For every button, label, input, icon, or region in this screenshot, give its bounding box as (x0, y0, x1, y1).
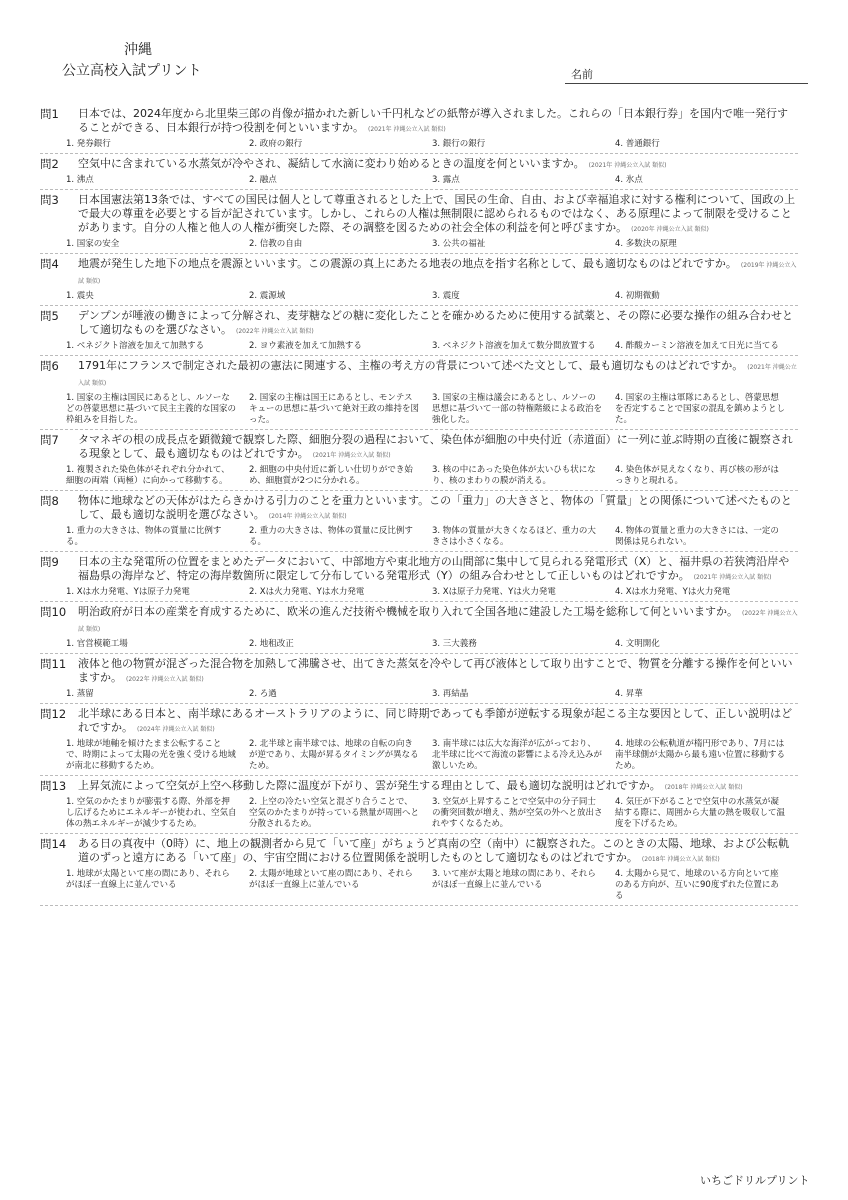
question-source: (2019年 沖縄公立入試 類似) (78, 262, 797, 285)
question-number: 問3 (40, 193, 59, 207)
answer-choice[interactable]: 3. 三大義務 (432, 639, 477, 649)
answer-choice[interactable]: 3. ベネジクト溶液を加えて数分間放置する (432, 341, 596, 351)
question-block (40, 356, 798, 430)
answer-choice[interactable]: 2. Xは火力発電、Yは水力発電 (249, 587, 365, 597)
answer-choice[interactable]: 2. 融点 (249, 175, 277, 185)
answer-choice[interactable]: 4. 初期微動 (615, 291, 660, 301)
question-text: 物体に地球などの天体がはたらきかける引力のことを重力といいます。この「重力」の大きさと、物体の「質量」との関係について述べたものとして、最も適切な説明を選びなさい。 (78, 494, 792, 521)
answer-choice[interactable]: 4. 普通銀行 (615, 139, 660, 149)
question-text-block (78, 837, 798, 867)
answer-choice[interactable]: 4. 昇華 (615, 689, 643, 699)
question-source: (2024年 沖縄公立入試 類似) (137, 726, 215, 733)
answer-choice[interactable]: 4. 文明開化 (615, 639, 660, 649)
question-number: 問8 (40, 494, 59, 508)
page-header (0, 0, 848, 100)
question-number: 問4 (40, 257, 59, 271)
choice-list (66, 341, 798, 352)
answer-choice[interactable]: 4. 酢酸カーミン溶液を加えて日光に当てる (615, 341, 779, 351)
choice-list (66, 639, 798, 650)
answer-choice[interactable]: 1. 重力の大きさは、物体の質量に比例する。 (66, 526, 222, 547)
question-text-block (78, 555, 798, 585)
answer-choice[interactable]: 3. Xは原子力発電、Yは火力発電 (432, 587, 556, 597)
question-source: (2021年 沖縄公立入試 類似) (588, 162, 667, 169)
question-source: (2022年 沖縄公立入試 類似) (78, 610, 798, 633)
question-text: 上昇気流によって空気が上空へ移動した際に温度が下がり、雲が発生する理由として、最も適切な説明はどれですか。 (78, 779, 661, 792)
choice-list (66, 797, 798, 830)
question-source: (2018年 沖縄公立入試 類似) (664, 784, 743, 791)
question-text: 地震が発生した地下の地点を震源といいます。この震源の真上にあたる地表の地点を指す名称として、最も適切なものはどれですか。 (78, 257, 737, 270)
answer-choice[interactable]: 1. 蒸留 (66, 689, 94, 699)
question-list (40, 104, 798, 906)
choice-list (66, 689, 798, 700)
question-source: (2014年 沖縄公立入試 類似) (268, 513, 347, 520)
answer-choice[interactable]: 1. 地球が太陽といて座の間にあり、それらがほぼ一直線上に並んでいる (66, 869, 230, 890)
answer-choice[interactable]: 2. ヨウ素液を加えて加熱する (249, 341, 362, 351)
answer-choice[interactable]: 3. 空気が上昇することで空気中の分子同士の衝突回数が増え、熱が空気の外へと放出されやすくなるため。 (432, 797, 603, 829)
answer-choice[interactable]: 4. 国家の主権は軍隊にあるとし、啓蒙思想を否定することで国家の混乱を鎮めようとした。 (615, 393, 786, 425)
question-text-block (78, 157, 798, 173)
question-block (40, 834, 798, 906)
question-text: デンプンが唾液の働きによって分解され、麦芽糖などの糖に変化したことを確かめるために使用する試薬と、その際に必要な操作の組み合わせとして適切なものを選びなさい。 (78, 309, 793, 336)
question-block (40, 602, 798, 654)
question-number: 問1 (40, 107, 59, 121)
answer-choice[interactable]: 4. 物体の質量と重力の大きさには、一定の関係は見られない。 (615, 526, 779, 547)
question-block (40, 776, 798, 834)
choice-list (66, 139, 798, 150)
answer-choice[interactable]: 3. 震度 (432, 291, 460, 301)
choice-list (66, 739, 798, 772)
question-text: 液体と他の物質が混ざった混合物を加熱して沸騰させ、出てきた蒸気を冷やして再び液体として取り出すことで、物質を分離する操作を何といいますか。 (78, 657, 793, 684)
answer-choice[interactable]: 3. 核の中にあった染色体が太いひも状になり、核のまわりの膜が消える。 (432, 465, 596, 486)
answer-choice[interactable]: 3. 公共の福祉 (432, 239, 486, 249)
choice-list (66, 587, 798, 598)
question-number: 問5 (40, 309, 59, 323)
question-text-block (78, 494, 798, 524)
choice-list (66, 465, 798, 487)
answer-choice[interactable]: 2. 上空の冷たい空気と混ざり合うことで、空気のかたまりが持っている熱量が周囲へと分散されるため。 (249, 797, 420, 829)
answer-choice[interactable]: 4. 染色体が見えなくなり、再び核の形がはっきりと現れる。 (615, 465, 779, 486)
question-number: 問2 (40, 157, 59, 171)
question-block (40, 254, 798, 306)
question-number: 問7 (40, 433, 59, 447)
question-source: (2021年 沖縄公立入試 類似) (312, 452, 391, 459)
question-source: (2022年 沖縄公立入試 類似) (236, 328, 314, 335)
answer-choice[interactable]: 4. 多数決の原理 (615, 239, 677, 249)
question-text-block (78, 359, 798, 391)
question-text-block (78, 433, 798, 463)
answer-choice[interactable]: 2. 地租改正 (249, 639, 294, 649)
question-block (40, 491, 798, 552)
answer-choice[interactable]: 3. 物体の質量が大きくなるほど、重力の大きさは小さくなる。 (432, 526, 596, 547)
answer-choice[interactable]: 1. 震央 (66, 291, 94, 301)
answer-choice[interactable]: 1. 国家の安全 (66, 239, 120, 249)
name-field[interactable] (565, 83, 808, 84)
question-text: 日本の主な発電所の位置をまとめたデータにおいて、中部地方や東北地方の山間部に集中して見られる発電形式（X）と、福井県の若狭湾沿岸や福島県の海岸など、特定の海岸数箇所に限定して分布している発電形式（Y）の組み合わせとして正しいものはどれですか。 (78, 555, 790, 582)
question-text: タマネギの根の成長点を顕微鏡で観察した際、細胞分裂の過程において、染色体が細胞の中央付近（赤道面）に一列に並ぶ時期の直後に観察される現象として、最も適切なものはどれですか。 (78, 433, 793, 460)
answer-choice[interactable]: 1. ベネジクト溶液を加えて加熱する (66, 341, 205, 351)
answer-choice[interactable]: 2. 北半球と南半球では、地球の自転の向きが逆であり、太陽が昇るタイミングが異なるため。 (249, 739, 419, 771)
question-text: 1791年にフランスで制定された最初の憲法に関連する、主権の考え方の背景について述べた文として、最も適切なものはどれですか。 (78, 359, 744, 372)
question-block (40, 190, 798, 254)
answer-choice[interactable]: 1. 官営模範工場 (66, 639, 128, 649)
answer-choice[interactable]: 4. 氷点 (615, 175, 643, 185)
answer-choice[interactable]: 4. 地球の公転軌道が楕円形であり、7月には南半球側が太陽から最も遠い位置に移動するため。 (615, 739, 786, 771)
answer-choice[interactable]: 4. Xは水力発電、Yは火力発電 (615, 587, 731, 597)
choice-list (66, 175, 798, 186)
question-text-block (78, 779, 798, 795)
question-source: (2020年 沖縄公立入試 類似) (631, 226, 709, 233)
question-text: 北半球にある日本と、南半球にあるオーストラリアのように、同じ時期であっても季節が逆転する現象が起こる主な要因として、正しい説明はどれですか。 (78, 707, 793, 734)
question-text-block (78, 257, 798, 289)
choice-list (66, 393, 798, 426)
answer-choice[interactable]: 1. 複製された染色体がそれぞれ分かれて、細胞の両端（両極）に向かって移動する。 (66, 465, 230, 486)
name-label: 名前 (571, 68, 593, 81)
question-text: 日本では、2024年度から北里柴三郎の肖像が描かれた新しい千円札などの紙幣が導入されました。これらの「日本銀行券」を国内で唯一発行することができる、日本銀行が持つ役割を何といいますか。 (78, 107, 788, 134)
prefecture-title: 沖縄 (124, 42, 152, 58)
answer-choice[interactable]: 1. 空気のかたまりが膨張する際、外部を押し広げるためにエネルギーが使われ、空気自体の熱エネルギーが減少するため。 (66, 797, 237, 829)
answer-choice[interactable]: 4. 気圧が下がることで空気中の水蒸気が凝結する際に、周囲から大量の熱を吸収して温度を下げるため。 (615, 797, 786, 829)
question-number: 問6 (40, 359, 59, 373)
answer-choice[interactable]: 1. 沸点 (66, 175, 94, 185)
answer-choice[interactable]: 4. 太陽から見て、地球のいる方向といて座のある方向が、互いに90度ずれた位置にある (615, 869, 779, 901)
answer-choice[interactable]: 2. 政府の銀行 (249, 139, 303, 149)
question-text-block (78, 657, 798, 687)
question-number: 問9 (40, 555, 59, 569)
answer-choice[interactable]: 3. いて座が太陽と地球の間にあり、それらがほぼ一直線上に並んでいる (432, 869, 596, 890)
question-number: 問12 (40, 707, 67, 721)
question-text-block (78, 707, 798, 737)
question-source: (2021年 沖縄公立入試 類似) (693, 574, 772, 581)
question-text-block (78, 309, 798, 339)
answer-choice[interactable]: 1. 国家の主権は国民にあるとし、ルソーなどの啓蒙思想に基づいて民主主義的な国家の枠組みを目指した。 (66, 393, 237, 425)
answer-choice[interactable]: 2. 細胞の中央付近に新しい仕切りができ始め、細胞質が2つに分かれる。 (249, 465, 413, 486)
question-text-block (78, 193, 798, 237)
answer-choice[interactable]: 2. 震源域 (249, 291, 286, 301)
question-block (40, 430, 798, 491)
question-text-block (78, 605, 798, 637)
choice-list (66, 869, 798, 902)
choice-list (66, 291, 798, 302)
answer-choice[interactable]: 3. 銀行の銀行 (432, 139, 486, 149)
question-number: 問10 (40, 605, 67, 619)
footer-brand: いちごドリルプリント (700, 1174, 810, 1187)
answer-choice[interactable]: 1. 発券銀行 (66, 139, 111, 149)
question-source: (2021年 沖縄公立入試 類似) (78, 364, 797, 387)
answer-choice[interactable]: 2. ろ過 (249, 689, 277, 699)
question-source: (2018年 沖縄公立入試 類似) (641, 856, 720, 863)
question-number: 問11 (40, 657, 67, 671)
question-block (40, 154, 798, 190)
question-text: 日本国憲法第13条では、すべての国民は個人として尊重されるとした上で、国民の生命、自由、および幸福追求に対する権利について、国政の上で最大の尊重を必要とする旨が記されています。しかし、これらの人権は無制限に認められるものではなく、ある原理によって制限を受けることがあります。自分の人権と他人の人権が衝突した際、その調整を図るための社会全体の利益を何と呼びますか。 (78, 193, 796, 234)
choice-list (66, 526, 798, 548)
answer-choice[interactable]: 1. 地球が地軸を傾けたまま公転することで、時期によって太陽の光を強く受ける地域が南北に移動するため。 (66, 739, 236, 771)
question-block (40, 704, 798, 776)
answer-choice[interactable]: 3. 南半球には広大な海洋が広がっており、北半球に比べて海流の影響による冷え込みが激しいため。 (432, 739, 603, 771)
question-source: (2021年 沖縄公立入試 類似) (368, 126, 446, 133)
answer-choice[interactable]: 1. Xは水力発電、Yは原子力発電 (66, 587, 190, 597)
answer-choice[interactable]: 3. 再結晶 (432, 689, 469, 699)
question-number: 問14 (40, 837, 67, 851)
question-text-block (78, 107, 798, 137)
question-text: 空気中に含まれている水蒸気が冷やされ、凝結して水滴に変わり始めるときの温度を何といいますか。 (78, 157, 585, 170)
page-title: 公立高校入試プリント (62, 63, 202, 79)
answer-choice[interactable]: 3. 露点 (432, 175, 460, 185)
question-block (40, 306, 798, 356)
question-block (40, 654, 798, 704)
question-source: (2022年 沖縄公立入試 類似) (126, 676, 204, 683)
answer-choice[interactable]: 2. 信教の自由 (249, 239, 303, 249)
question-text: ある日の真夜中（0時）に、地上の観測者から見て「いて座」がちょうど真南の空（南中）に観察された。このときの太陽、地球、および公転軌道のずっと遠方にある「いて座」の、宇宙空間における位置関係を説明したものとして適切なものはどれですか。 (78, 837, 789, 864)
question-number: 問13 (40, 779, 67, 793)
answer-choice[interactable]: 2. 重力の大きさは、物体の質量に反比例する。 (249, 526, 413, 547)
question-text: 明治政府が日本の産業を育成するために、欧米の進んだ技術や機械を取り入れて全国各地に建設した工場を総称して何といいますか。 (78, 605, 738, 618)
question-block (40, 552, 798, 602)
answer-choice[interactable]: 2. 太陽が地球といて座の間にあり、それらがほぼ一直線上に並んでいる (249, 869, 413, 890)
answer-choice[interactable]: 3. 国家の主権は議会にあるとし、ルソーの思想に基づいて一部の特権階級による政治を強化した。 (432, 393, 603, 425)
question-block (40, 104, 798, 154)
answer-choice[interactable]: 2. 国家の主権は国王にあるとし、モンテスキューの思想に基づいて絶対王政の維持を図った。 (249, 393, 420, 425)
choice-list (66, 239, 798, 250)
